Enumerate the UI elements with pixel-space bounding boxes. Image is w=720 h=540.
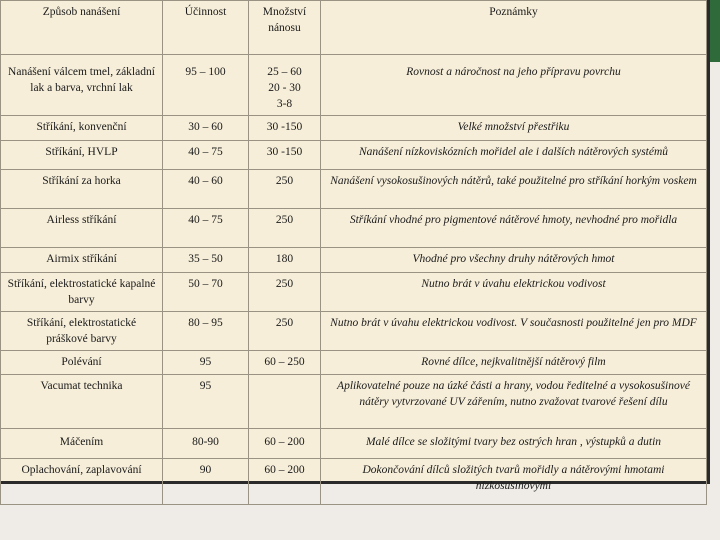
cell-amount: 60 – 250	[249, 351, 321, 375]
accent-bar	[710, 0, 720, 62]
cell-amount: 180	[249, 248, 321, 273]
cell-notes: Rovnost a náročnost na jeho přípravu povrchu	[321, 55, 707, 116]
cell-amount: 60 – 200	[249, 429, 321, 459]
cell-notes: Nutno brát v úvahu elektrickou vodivost. V současnosti použitelné jen pro MDF	[321, 312, 707, 351]
table-row	[1, 55, 707, 116]
cell-method: Stříkání, elektrostatické kapalné barvy	[1, 273, 163, 312]
table-row	[1, 429, 707, 459]
cell-efficiency: 35 – 50	[163, 248, 249, 273]
cell-method: Vacumat technika	[1, 375, 163, 429]
table-row	[1, 375, 707, 429]
cell-method: Stříkání za horka	[1, 170, 163, 209]
table-row	[1, 273, 707, 312]
cell-notes: Nanášení vysokosušinových nátěrů, také použitelné pro stříkání horkým voskem	[321, 170, 707, 209]
cell-notes: Vhodné pro všechny druhy nátěrových hmot	[321, 248, 707, 273]
table-header-row	[1, 1, 707, 55]
cell-efficiency: 95	[163, 351, 249, 375]
cell-efficiency: 80-90	[163, 429, 249, 459]
cell-notes: Aplikovatelné pouze na úzké části a hrany, vodou ředitelné a vysokosušinové nátěry vytvrzované UV zářením, nutno zvažovat tvarové řešení dílu	[321, 375, 707, 429]
cell-notes: Nanášení nízkoviskózních mořidel ale i dalších nátěrových systémů	[321, 141, 707, 170]
cell-efficiency: 95 – 100	[163, 55, 249, 116]
cell-efficiency: 40 – 75	[163, 141, 249, 170]
cell-method: Nanášení válcem tmel, základní lak a barva, vrchní lak	[1, 55, 163, 116]
header-notes: Poznámky	[321, 1, 707, 55]
cell-efficiency: 95	[163, 375, 249, 429]
header-efficiency: Účinnost	[163, 1, 249, 55]
cell-amount: 250	[249, 312, 321, 351]
cell-notes: Nutno brát v úvahu elektrickou vodivost	[321, 273, 707, 312]
cell-efficiency: 30 – 60	[163, 116, 249, 141]
table-row	[1, 170, 707, 209]
cell-efficiency: 80 – 95	[163, 312, 249, 351]
cell-amount: 250	[249, 170, 321, 209]
cell-method: Polévání	[1, 351, 163, 375]
cell-method: Oplachování, zaplavování	[1, 459, 163, 505]
cell-notes: Velké množství přestřiku	[321, 116, 707, 141]
cell-amount: 60 – 200	[249, 459, 321, 505]
cell-efficiency: 90	[163, 459, 249, 505]
cell-method: Máčením	[1, 429, 163, 459]
cell-notes: Stříkání vhodné pro pigmentové nátěrové hmoty, nevhodné pro mořidla	[321, 209, 707, 248]
cell-efficiency: 40 – 60	[163, 170, 249, 209]
cell-notes: Malé dílce se složitými tvary bez ostrých hran , výstupků a dutin	[321, 429, 707, 459]
cell-efficiency: 50 – 70	[163, 273, 249, 312]
table-row	[1, 351, 707, 375]
table-row	[1, 312, 707, 351]
cell-notes: Dokončování dílců složitých tvarů mořidly a nátěrovými hmotami nízkosušinovými	[321, 459, 707, 505]
table-row	[1, 248, 707, 273]
table-row	[1, 209, 707, 248]
cell-amount: 30 -150	[249, 116, 321, 141]
header-amount: Množství nánosu	[249, 1, 321, 55]
cell-notes: Rovné dílce, nejkvalitnější nátěrový film	[321, 351, 707, 375]
cell-amount	[249, 375, 321, 429]
cell-amount: 25 – 60 20 - 30 3-8	[249, 55, 321, 116]
header-method: Způsob nanášení	[1, 1, 163, 55]
cell-method: Airless stříkání	[1, 209, 163, 248]
cell-amount: 30 -150	[249, 141, 321, 170]
cell-efficiency: 40 – 75	[163, 209, 249, 248]
cell-method: Airmix stříkání	[1, 248, 163, 273]
cell-method: Stříkání, elektrostatické práškové barvy	[1, 312, 163, 351]
cell-amount: 250	[249, 209, 321, 248]
table-row	[1, 459, 707, 505]
cell-amount: 250	[249, 273, 321, 312]
table-row	[1, 141, 707, 170]
cell-method: Stříkání, HVLP	[1, 141, 163, 170]
cell-method: Stříkání, konvenční	[1, 116, 163, 141]
table-row	[1, 116, 707, 141]
